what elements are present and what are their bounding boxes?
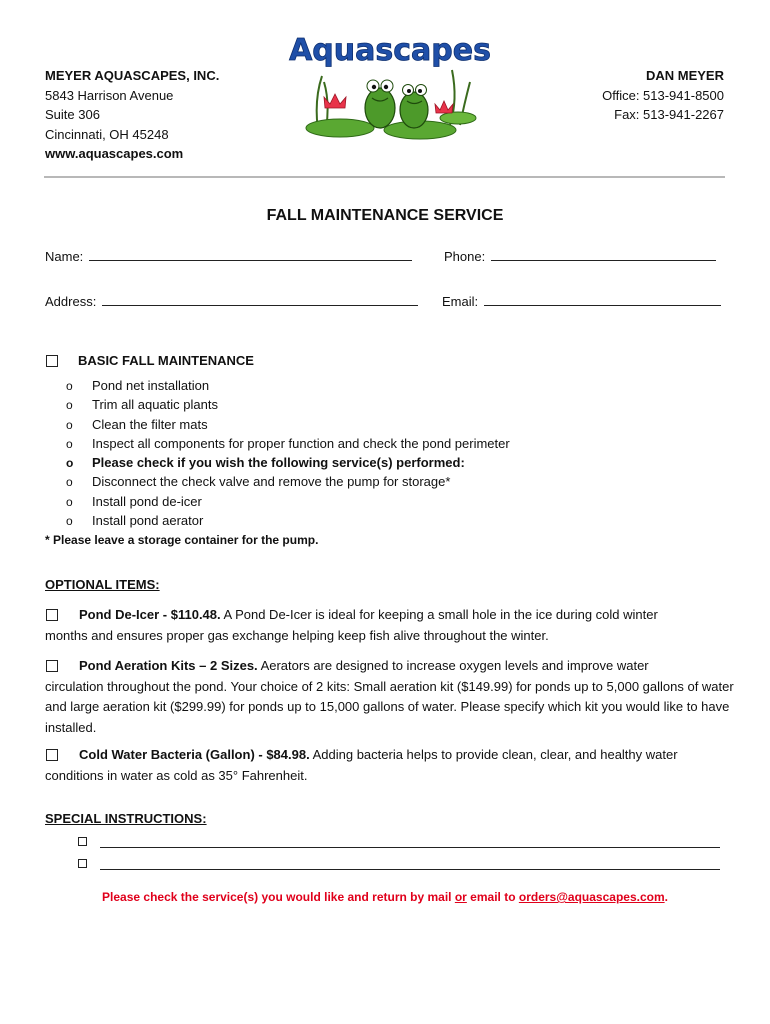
phone-field[interactable]	[444, 249, 716, 264]
optional-item-deicer: Pond De-Icer - $110.48. A Pond De-Icer is ideal for keeping a small hole in the ice during cold winter months and ensures proper gas exchange helping keep fish alive throughout the winter.	[45, 607, 658, 643]
email-line[interactable]	[484, 294, 721, 306]
special-line-2[interactable]	[100, 869, 720, 870]
return-instructions: Please check the service(s) you would like and return by mail or email to orders@aquascapes.com.	[102, 890, 668, 904]
list-item: o Please check if you wish the following service(s) performed:	[66, 453, 510, 472]
aeration-checkbox[interactable]	[46, 660, 58, 672]
address-line[interactable]	[102, 294, 418, 306]
or-text: or	[454, 890, 467, 904]
name-line[interactable]	[89, 249, 412, 261]
list-item: o Inspect all components for proper function and check the pond perimeter	[66, 434, 510, 453]
optional-item-aeration: Pond Aeration Kits – 2 Sizes. Aerators are designed to increase oxygen levels and improve water circulation throughout the pond. Your choice of 2 kits: Small aeration kit ($149.99) for ponds up to 5,000 gallons of water and large aeration kit ($299.99) for ponds up to 15,000 gallons of water. Please specify which kit you would like to have installed.	[45, 658, 734, 735]
company-city: Cincinnati, OH 45248	[45, 126, 169, 142]
list-item: o Clean the filter mats	[66, 415, 510, 434]
address-label: Address:	[45, 294, 97, 309]
basic-maintenance-heading	[46, 353, 254, 368]
contact-office: Office: 513-941-8500	[602, 87, 724, 103]
phone-line[interactable]	[491, 249, 716, 261]
page-title: FALL MAINTENANCE SERVICE	[266, 207, 504, 224]
bullet-icon: o	[66, 456, 74, 471]
special-instructions-heading: SPECIAL INSTRUCTIONS:	[45, 811, 207, 826]
email-field[interactable]	[442, 294, 721, 309]
logo-text: Aquascapes	[289, 33, 491, 68]
special-instruction-line-2[interactable]	[78, 856, 720, 872]
contact-name: DAN MEYER	[645, 68, 724, 83]
contact-block	[602, 66, 724, 125]
company-website: www.aquascapes.com	[45, 146, 184, 161]
special-instruction-line-1[interactable]	[78, 834, 720, 850]
frog-lily-pad-logo-icon	[289, 30, 491, 145]
aquascapes-logo	[289, 30, 491, 145]
special-checkbox-1[interactable]	[78, 837, 87, 846]
deicer-title: Pond De-Icer - $110.48.	[79, 607, 221, 622]
aeration-title: Pond Aeration Kits – 2 Sizes.	[79, 658, 258, 673]
list-item[interactable]: o Install pond aerator	[66, 511, 510, 530]
bullet-icon: o	[66, 417, 73, 432]
optional-items-heading: OPTIONAL ITEMS:	[45, 577, 160, 592]
bullet-icon: o	[66, 475, 73, 490]
deicer-checkbox[interactable]	[46, 609, 58, 621]
contact-fax: Fax: 513-941-2267	[614, 107, 724, 122]
order-email-link[interactable]: orders@aquascapes.com	[518, 890, 665, 904]
special-checkbox-2[interactable]	[78, 859, 87, 868]
list-item: o Pond net installation	[66, 376, 510, 395]
list-item: o Trim all aquatic plants	[66, 395, 510, 414]
bullet-icon: o	[66, 494, 73, 509]
basic-maintenance-checkbox[interactable]	[46, 355, 58, 367]
list-item[interactable]: o Install pond de-icer	[66, 492, 510, 511]
pump-note: * Please leave a storage container for the pump.	[45, 533, 319, 547]
address-field[interactable]	[45, 294, 418, 309]
company-address1: 5843 Harrison Avenue	[45, 87, 174, 103]
email-label: Email:	[442, 294, 479, 309]
bullet-icon: o	[66, 379, 73, 393]
basic-heading-text: BASIC FALL MAINTENANCE	[78, 353, 254, 368]
bullet-icon: o	[66, 436, 73, 451]
bullet-icon: o	[66, 398, 73, 413]
company-name: MEYER AQUASCAPES, INC.	[45, 68, 220, 83]
list-item[interactable]: o Disconnect the check valve and remove the pump for storage*	[66, 472, 510, 491]
header-divider	[44, 176, 725, 178]
special-line-1[interactable]	[100, 847, 720, 848]
phone-label: Phone:	[444, 249, 486, 264]
name-field[interactable]	[45, 249, 412, 264]
basic-task-list	[66, 376, 510, 530]
bacteria-checkbox[interactable]	[46, 749, 58, 761]
company-block	[45, 66, 219, 164]
optional-item-bacteria: Cold Water Bacteria (Gallon) - $84.98. Adding bacteria helps to provide clean, clear, and healthy water conditions in water as cold as 35° Fahrenheit.	[45, 747, 678, 783]
company-address2: Suite 306	[45, 107, 100, 122]
name-label: Name:	[45, 249, 84, 264]
bullet-icon: o	[66, 514, 73, 529]
bacteria-title: Cold Water Bacteria (Gallon) - $84.98.	[79, 747, 310, 762]
